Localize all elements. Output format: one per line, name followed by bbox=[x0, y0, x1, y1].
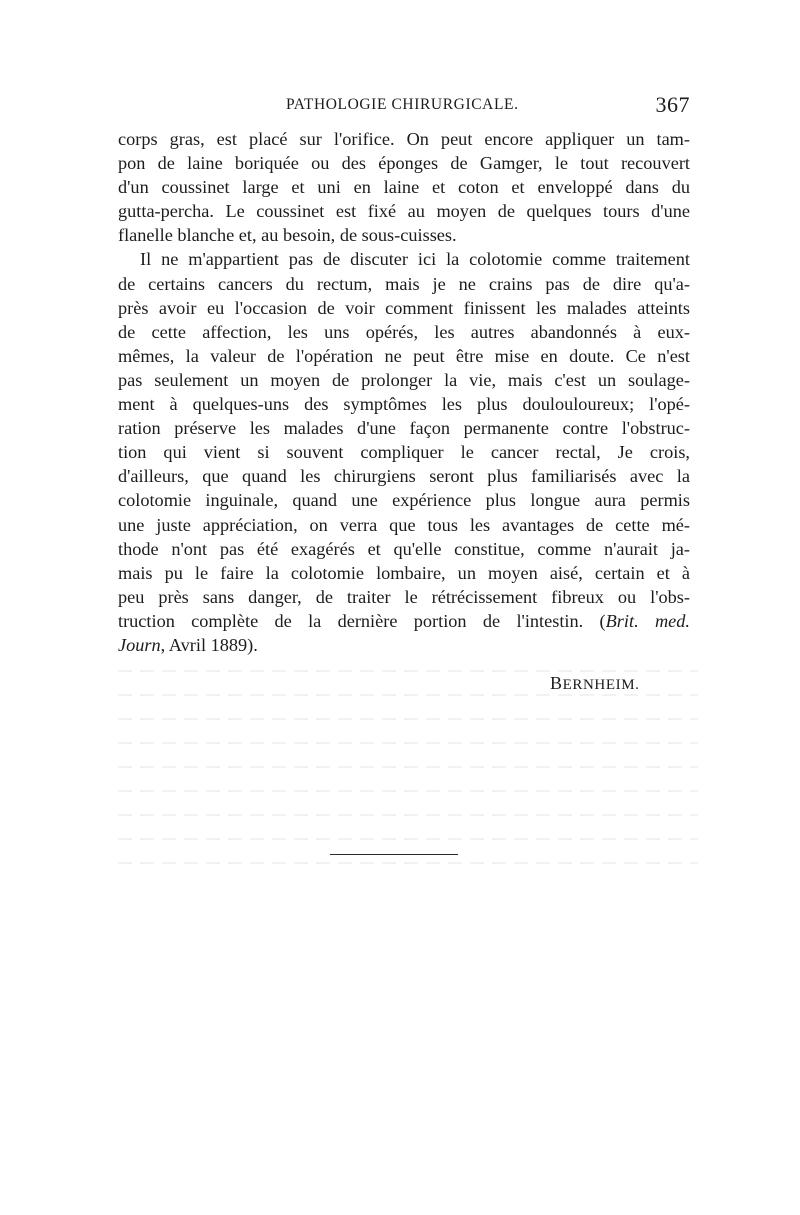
text-line: peu près sans danger, de traiter le rétrécissement fibreux ou l'obs- bbox=[118, 586, 690, 607]
text-line: d'ailleurs, que quand les chirurgiens seront plus familiarisés avec la bbox=[118, 466, 690, 487]
text-line: colotomie inguinale, quand une expérience plus longue aura permis bbox=[118, 490, 690, 511]
text-line: ration préserve les malades d'une façon permanente contre l'obstruc- bbox=[118, 418, 690, 439]
text-line: thode n'ont pas été exagérés et qu'elle constitue, comme n'aurait ja- bbox=[118, 538, 690, 559]
citation-italic: Brit. med. bbox=[605, 610, 690, 631]
text-line: Il ne m'appartient pas de discuter ici la colotomie comme traitement bbox=[140, 249, 690, 270]
text-line: de cette affection, les uns opérés, les autres abandonnés à eux- bbox=[118, 321, 690, 342]
body-text bbox=[118, 127, 690, 657]
text-line: une juste appréciation, on verra que tous les avantages de cette mé- bbox=[118, 514, 690, 535]
text-line: mêmes, la valeur de l'opération ne peut être mise en doute. Ce n'est bbox=[118, 345, 690, 366]
citation-line: truction complète de la dernière portion de l'intestin. (Brit. med. bbox=[118, 610, 690, 631]
text-line: ment à quelques-uns des symptômes les plus doulouloureux; l'opé- bbox=[118, 394, 690, 415]
running-head bbox=[118, 92, 690, 122]
text-line-segment: truction complète de la dernière portion de l'intestin. bbox=[118, 610, 584, 631]
journal-italic: Journ bbox=[118, 634, 161, 655]
text-line: d'un coussinet large et uni en laine et coton et enveloppé dans du bbox=[118, 177, 690, 198]
citation-date: , Avril 1889). bbox=[160, 634, 258, 655]
citation-line-end bbox=[118, 633, 690, 657]
text-line: pas seulement un moyen de prolonger la vie, mais c'est un soulage- bbox=[118, 369, 690, 390]
text-line: gutta-percha. Le coussinet est fixé au moyen de quelques tours d'une bbox=[118, 201, 690, 222]
text-line: flanelle blanche et, au besoin, de sous-cuisses. bbox=[118, 225, 457, 246]
author-signature bbox=[550, 673, 640, 694]
signature-rest: ERNHEIM. bbox=[562, 677, 640, 693]
signature-initial: B bbox=[550, 673, 563, 693]
running-title: PATHOLOGIE CHIRURGICALE. bbox=[286, 96, 519, 113]
text-line: de certains cancers du rectum, mais je ne crains pas de dire qu'a- bbox=[118, 273, 690, 294]
text-line: tion qui vient si souvent compliquer le cancer rectal, Je crois, bbox=[118, 442, 690, 463]
text-line: pon de laine boriquée ou des éponges de Gamger, le tout recouvert bbox=[118, 153, 690, 174]
page-number: 367 bbox=[655, 92, 690, 117]
text-line: près avoir eu l'occasion de voir comment finissent les malades atteints bbox=[118, 297, 690, 318]
section-divider bbox=[330, 854, 458, 855]
text-line: corps gras, est placé sur l'orifice. On peut encore appliquer un tam- bbox=[118, 129, 690, 149]
text-line: mais pu le faire la colotomie lombaire, un moyen aisé, certain et à bbox=[118, 562, 690, 583]
